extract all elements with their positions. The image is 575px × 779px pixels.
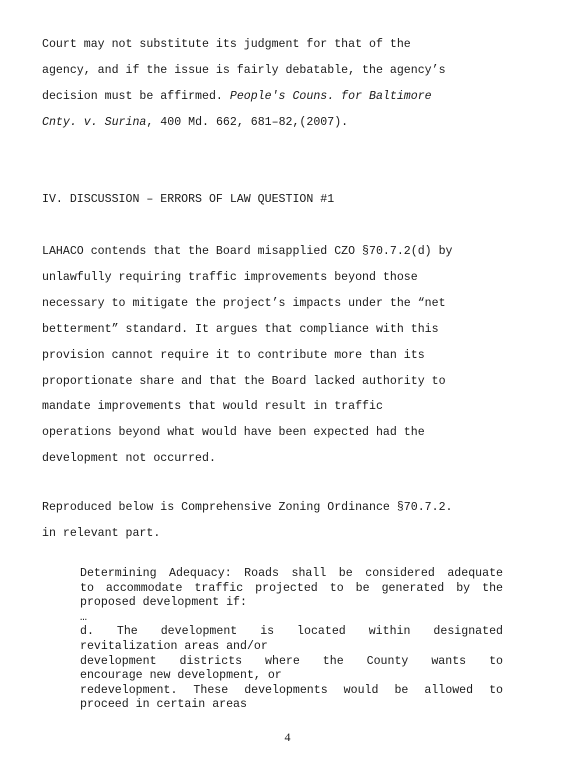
text-line: unlawfully requiring traffic improvements beyond those	[42, 270, 418, 284]
text-line: mandate improvements that would result in traffic	[42, 400, 383, 414]
text-line: betterment” standard. It argues that compliance with this	[42, 322, 439, 336]
paragraph-standard-of-review	[42, 32, 512, 136]
page-number: 4	[284, 730, 291, 744]
quote-line: encourage new development, or	[80, 669, 282, 683]
paragraph-ordinance-intro	[42, 495, 512, 547]
case-citation: People's Couns. for Baltimore	[229, 89, 432, 103]
section-heading: IV. DISCUSSION – ERRORS OF LAW QUESTION #1	[42, 193, 335, 206]
text-span: decision must be affirmed.	[42, 89, 230, 103]
quote-line: redevelopment. These developments would be allowed to	[80, 683, 503, 697]
text-line: proportionate share and that the Board lacked authority to	[42, 374, 446, 388]
text-line	[42, 110, 512, 136]
text-line: development not occurred.	[42, 452, 216, 466]
quote-line: development districts where the County wants to	[80, 654, 503, 668]
quote-line: Determining Adequacy: Roads shall be considered adequate	[80, 567, 503, 580]
text-line: in relevant part.	[42, 526, 161, 540]
text-line: Reproduced below is Comprehensive Zoning Ordinance §70.7.2.	[42, 501, 453, 514]
quote-line: proposed development if:	[80, 596, 247, 610]
text-line: agency, and if the issue is fairly debatable, the agency’s	[42, 63, 446, 77]
quote-line: proceed in certain areas	[80, 698, 247, 712]
quote-line: to accommodate traffic projected to be generated by the	[80, 581, 503, 595]
text-span: , 400 Md. 662, 681–82,(2007).	[146, 115, 349, 129]
text-line: operations beyond what would have been expected had the	[42, 426, 425, 440]
paragraph-lahaco-contention	[42, 239, 512, 472]
text-line: Court may not substitute its judgment for that of the	[42, 38, 411, 51]
text-line: LAHACO contends that the Board misapplied CZO §70.7.2(d) by	[42, 245, 453, 258]
text-line: provision cannot require it to contribute more than its	[42, 348, 425, 362]
ordinance-block-quote	[80, 567, 503, 713]
quote-ellipsis: …	[80, 610, 87, 624]
quote-line: d. The development is located within designated	[80, 625, 503, 639]
case-citation: Cnty. v. Surina	[42, 115, 147, 129]
quote-line: revitalization areas and/or	[80, 639, 268, 653]
text-line: necessary to mitigate the project’s impacts under the “net	[42, 296, 446, 310]
text-line	[42, 84, 512, 110]
